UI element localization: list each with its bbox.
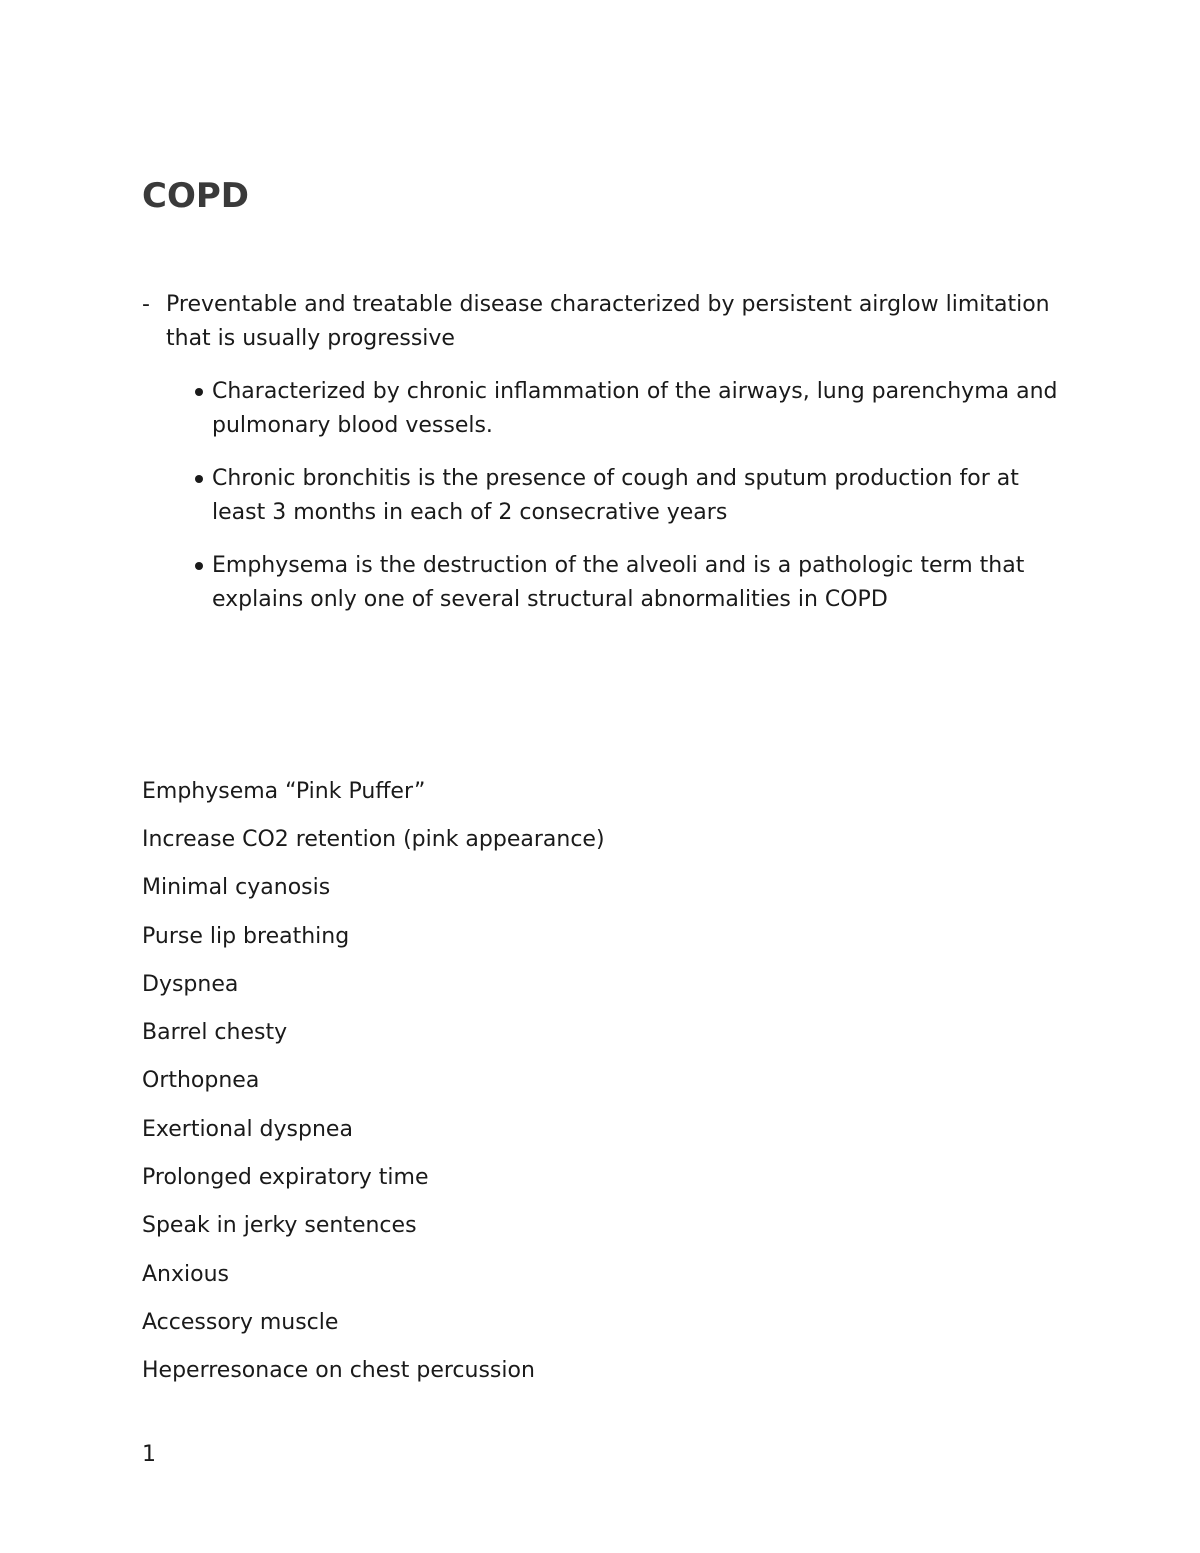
list-item: Prolonged expiratory time: [142, 1165, 429, 1191]
bullet-dot-icon: [190, 375, 212, 443]
bullet-item: [190, 375, 1072, 443]
list-item: Increase CO2 retention (pink appearance): [142, 827, 605, 852]
bullet-dot-icon: [190, 462, 212, 530]
list-item: Accessory muscle: [142, 1309, 339, 1335]
page-title: COPD: [142, 176, 249, 216]
list-item: Barrel chesty: [142, 1020, 288, 1046]
definition-content: [166, 288, 1072, 617]
bullet-item: [190, 462, 1072, 530]
bullet-item: [190, 549, 1072, 617]
definition-block: [142, 288, 1072, 617]
list-item: Exertional dyspnea: [142, 1116, 353, 1142]
list-item: Anxious: [142, 1261, 229, 1287]
list-item: Heperresonace on chest percussion: [142, 1358, 535, 1384]
section-heading: Emphysema “Pink Puffer”: [142, 779, 426, 804]
page-number: 1: [142, 1442, 156, 1467]
list-item: Dyspnea: [142, 971, 239, 997]
list-item: Minimal cyanosis: [142, 875, 331, 901]
definition-bullet-list: [166, 375, 1072, 617]
definition-text: Preventable and treatable disease characterized by persistent airglow limitation that is usually progressive: [166, 292, 1050, 351]
bullet-text: Chronic bronchitis is the presence of cough and sputum production for at least 3 months in each of 2 consecrative years: [212, 466, 1019, 525]
dash-marker: -: [142, 292, 150, 317]
list-item: Orthopnea: [142, 1068, 260, 1094]
list-item: Purse lip breathing: [142, 923, 350, 949]
bullet-dot-icon: [190, 549, 212, 617]
symptom-list: [142, 825, 605, 1405]
definition-item: [142, 288, 1072, 617]
list-item: Speak in jerky sentences: [142, 1213, 417, 1239]
bullet-text: Characterized by chronic inflammation of the airways, lung parenchyma and pulmonary blood vessels.: [212, 379, 1058, 438]
bullet-text: Emphysema is the destruction of the alveoli and is a pathologic term that explains only one of several structural abnormalities in COPD: [212, 553, 1025, 612]
